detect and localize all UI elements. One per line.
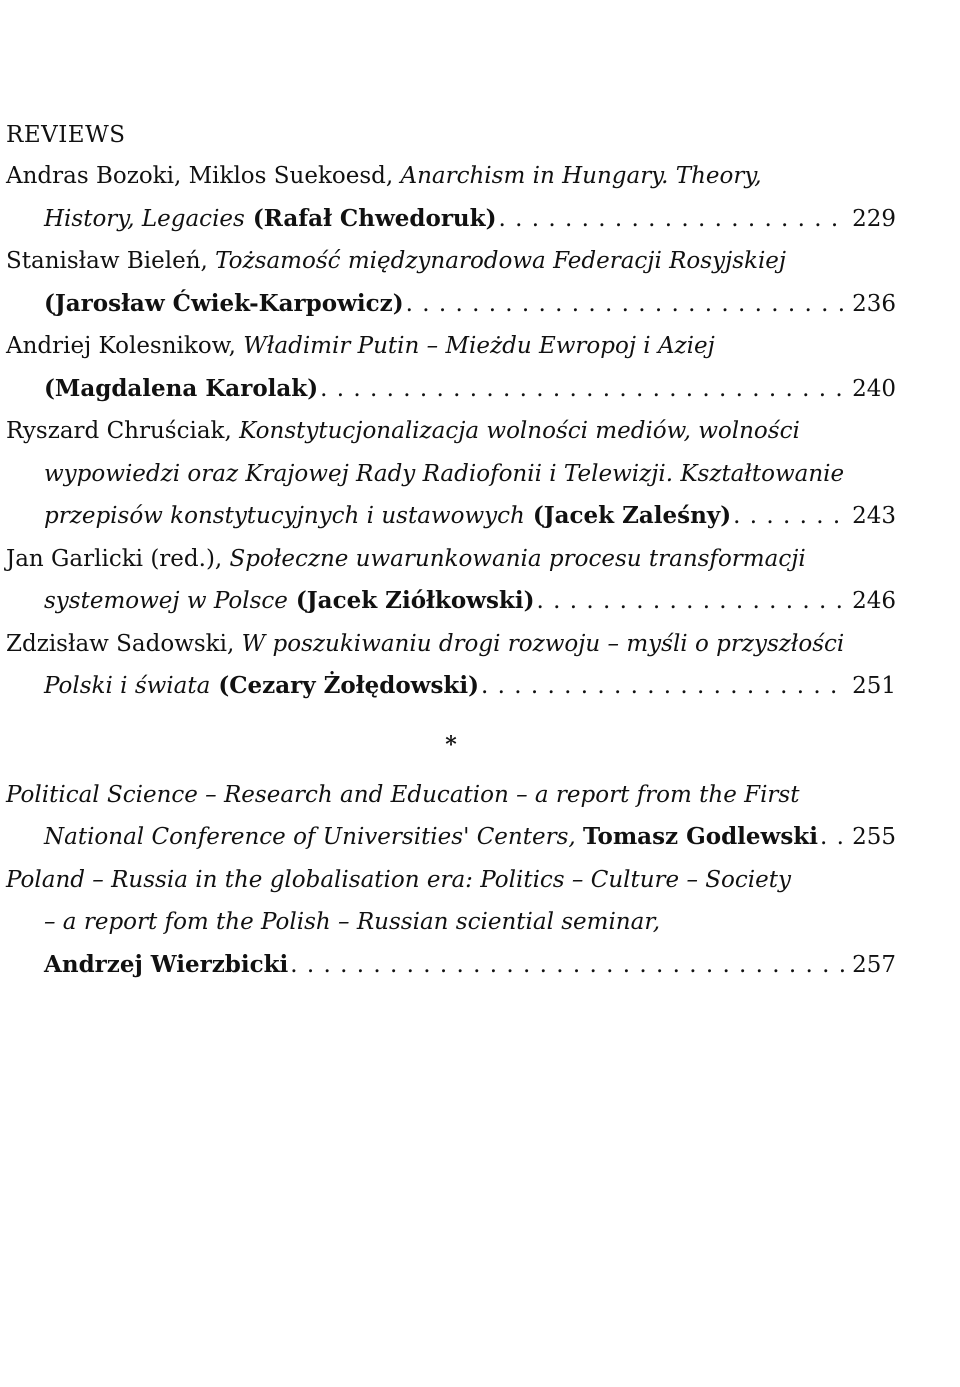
author-text: Ryszard Chruściak, [6,418,240,444]
author-text: Andras Bozoki, Miklos Suekoesd, [6,163,401,189]
toc-entry-line [6,453,896,496]
work-title: W poszukiwaniu drogi rozwoju – myśli o przyszłości [241,630,845,657]
reviews-list [6,155,896,708]
review-entry[interactable] [6,623,896,708]
toc-entry-line [6,816,896,859]
reviewer-name: Andrzej Wierzbicki [44,950,289,978]
page-number: 255 [852,824,896,850]
toc-entry-line [6,283,896,326]
reviewer-name: (Jarosław Ćwiek-Karpowicz) [44,289,404,317]
work-title: Tożsamość międzynarodowa Federacji Rosyjskiej [215,248,787,274]
reviewer-name: (Cezary Żołędowski) [210,672,479,699]
page-number: 243 [852,503,896,529]
toc-entry-line [6,325,896,368]
toc-entry-line [6,859,896,902]
review-entry[interactable] [6,240,896,325]
dot-leader [536,580,846,623]
review-entry[interactable] [6,538,896,623]
page-number: 257 [852,951,896,978]
toc-entry-line [6,944,896,987]
work-title: przepisów konstytucyjnych i ustawowych [44,503,525,529]
page-number: 236 [852,290,896,317]
reviewer-name: (Jacek Zaleśny) [524,502,732,529]
dot-leader [406,283,846,326]
work-title: Political Science – Research and Education – a report from the First [6,781,800,808]
table-of-contents [6,118,896,986]
toc-entry-line [6,538,896,581]
reports-list [6,774,896,987]
report-entry[interactable] [6,859,896,987]
reviewer-name: (Jacek Ziółkowski) [287,587,535,614]
toc-entry-line [6,198,896,241]
toc-entry-line [6,495,896,538]
toc-entry-line [6,155,896,198]
toc-entry-line [6,901,896,944]
work-title: Polski i świata [44,673,211,699]
work-title: Konstytucjonalizacja wolności mediów, wolności [239,418,800,444]
review-entry[interactable] [6,410,896,538]
dot-leader [733,495,846,538]
section-heading-reviews: REVIEWS [6,122,126,148]
toc-entry-line [6,368,896,411]
work-title: wypowiedzi oraz Krajowej Rady Radiofonii i Telewizji. Kształtowanie [44,460,845,487]
reviewer-name: Tomasz Godlewski [583,823,818,850]
work-title: systemowej w Polsce [44,588,288,614]
page-number: 240 [852,375,896,402]
author-text: Stanisław Bieleń, [6,248,216,274]
dot-leader [820,816,846,859]
author-text: Jan Garlicki (red.), [6,545,230,572]
page-number: 229 [852,205,896,232]
review-entry[interactable] [6,325,896,410]
page-number: 246 [852,588,896,614]
toc-entry-line [6,665,896,708]
toc-entry-line [6,623,896,666]
toc-entry-line [6,410,896,453]
dot-leader [320,368,846,411]
dot-leader [481,665,846,708]
dot-leader [290,944,846,987]
toc-entry-line [6,774,896,817]
dot-leader [498,198,846,241]
reviewer-name: (Rafał Chwedoruk) [244,204,497,232]
toc-entry-line [6,580,896,623]
work-title: History, Legacies [44,205,245,232]
report-entry[interactable] [6,774,896,859]
work-title: Władimir Putin – Mieżdu Ewropoj i Aziej [243,333,715,359]
author-text: Zdzisław Sadowski, [6,630,242,657]
work-title: National Conference of Universities' Centers, [44,824,584,850]
author-text: Andriej Kolesnikow, [6,333,244,359]
work-title: – a report fom the Polish – Russian sciential seminar, [44,909,661,935]
work-title: Poland – Russia in the globalisation era: Politics – Culture – Society [6,866,791,893]
page-number: 251 [852,673,896,699]
work-title: Społeczne uwarunkowania procesu transformacji [229,545,806,572]
section-separator: * [445,731,457,758]
work-title: Anarchism in Hungary. Theory, [400,163,762,189]
reviewer-name: (Magdalena Karolak) [44,374,319,402]
review-entry[interactable] [6,155,896,240]
toc-entry-line [6,240,896,283]
